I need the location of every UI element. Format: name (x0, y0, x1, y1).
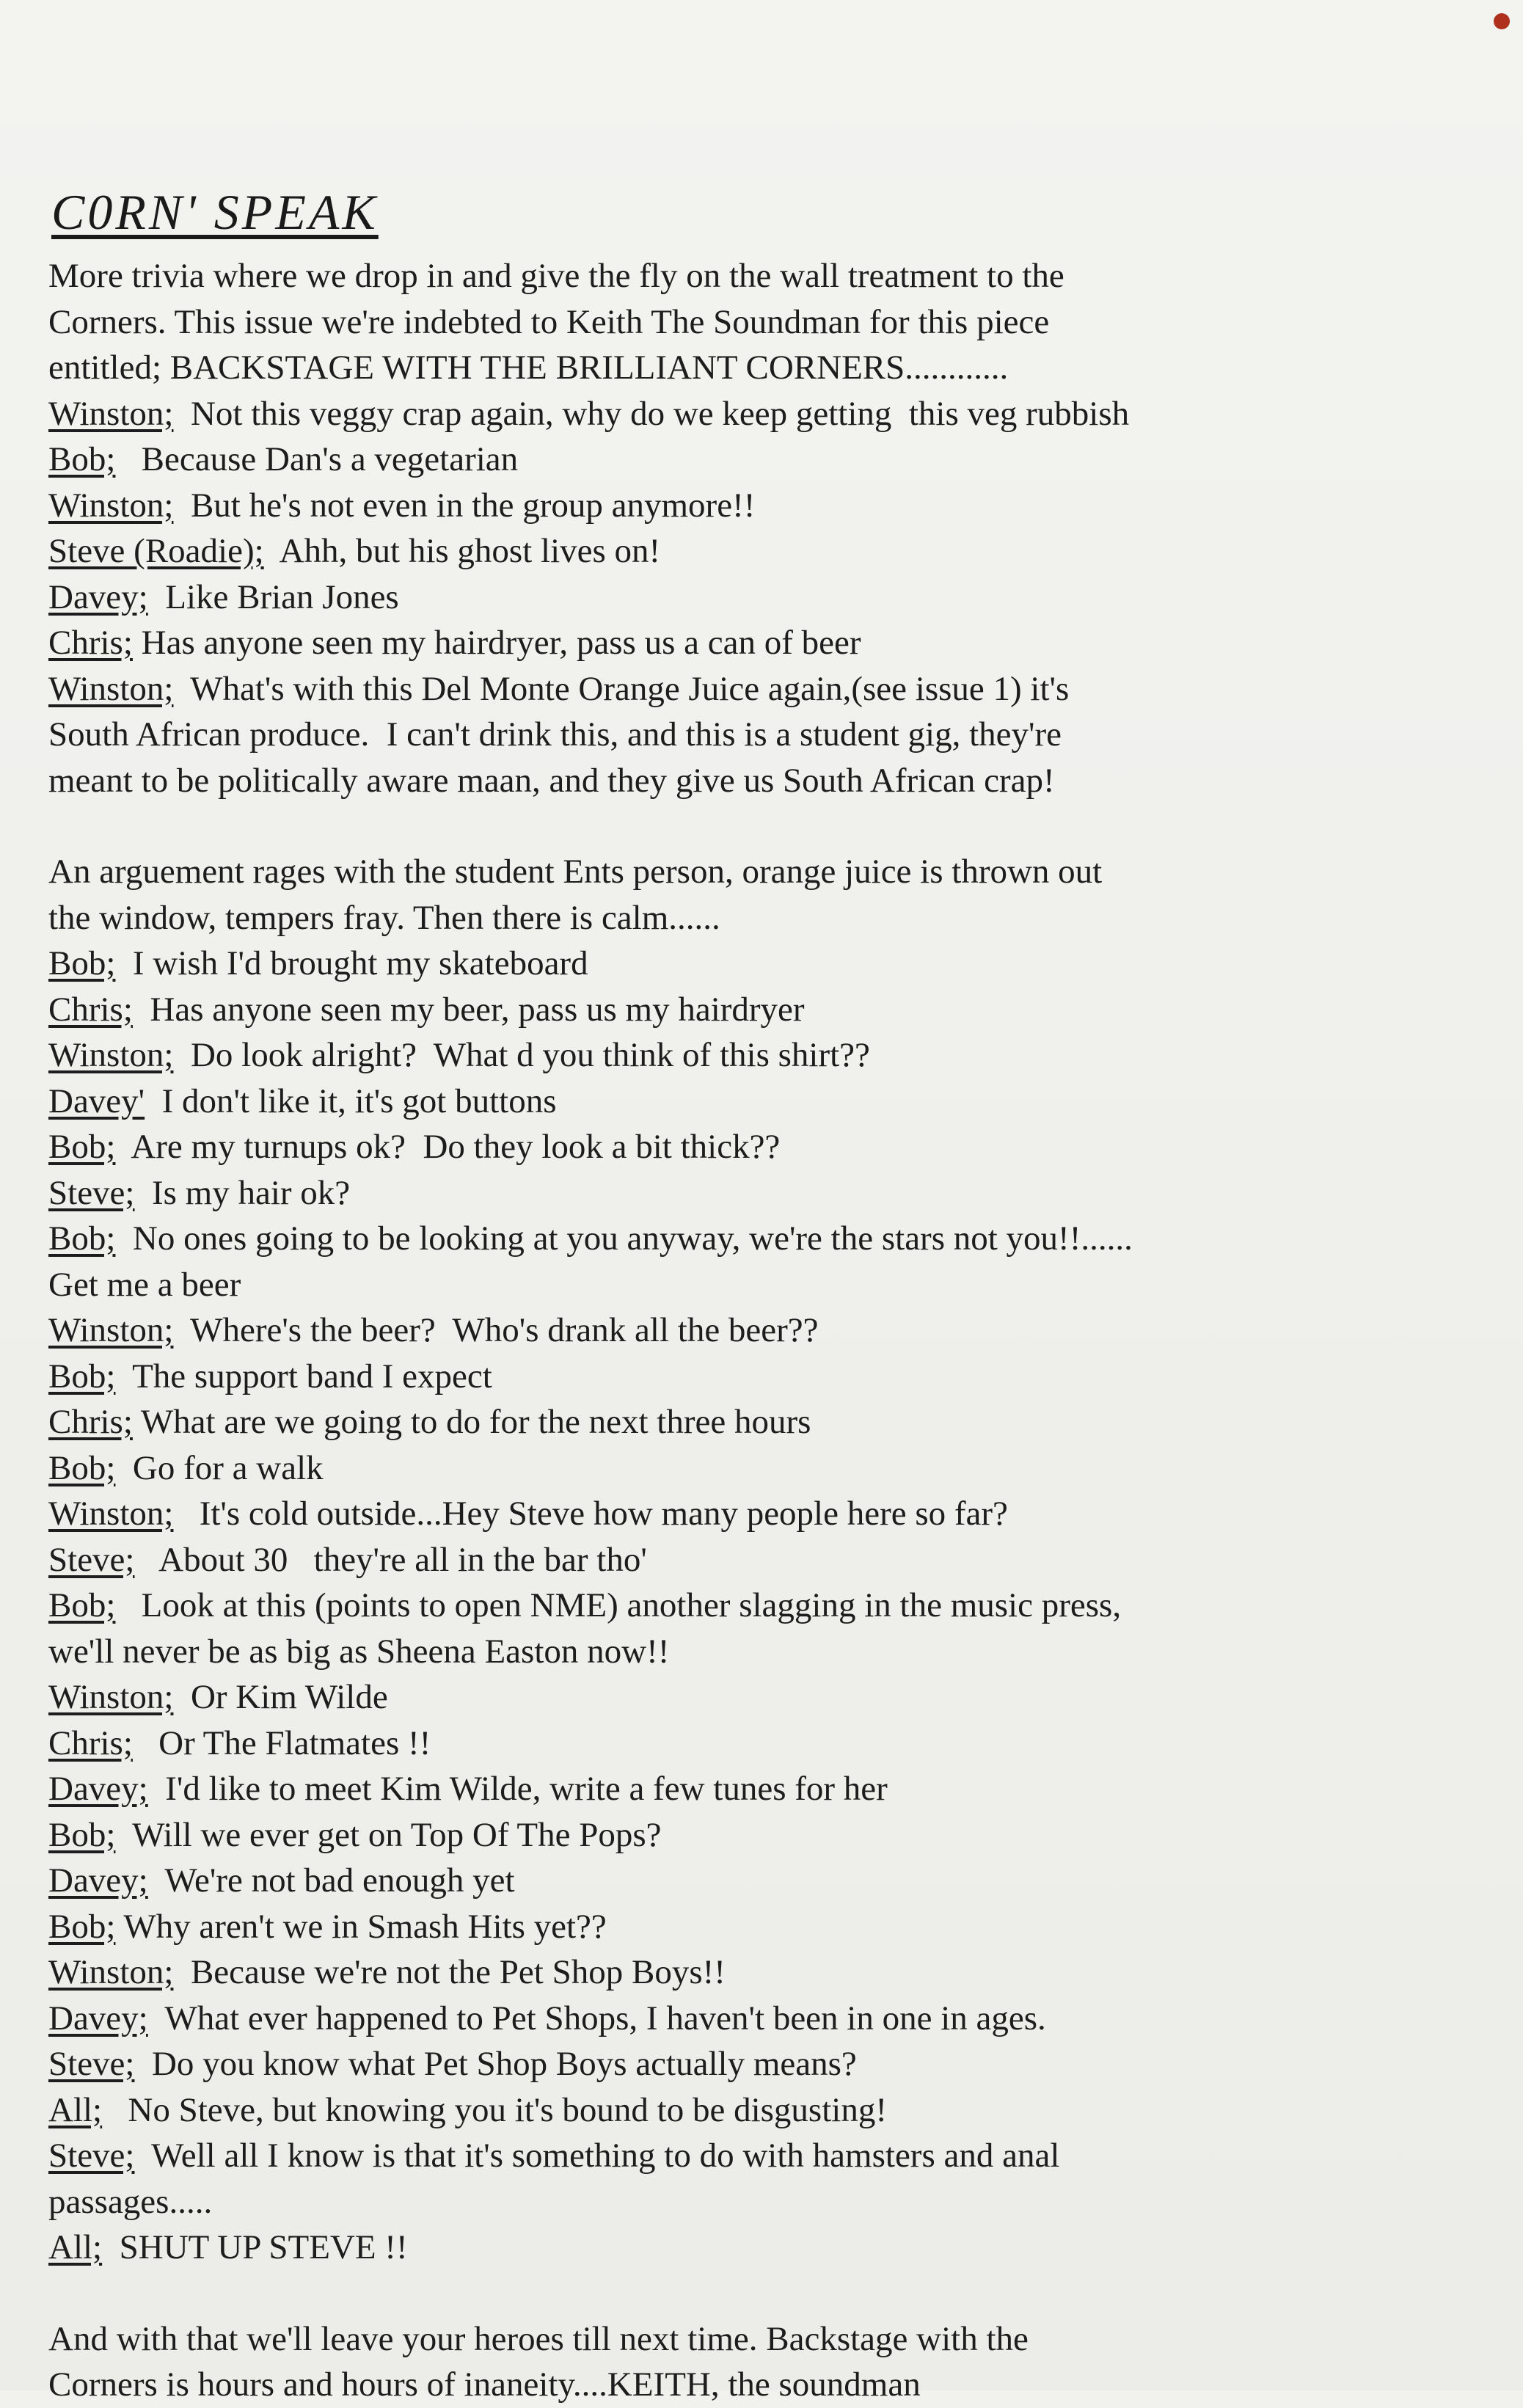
speaker-name: Winston; (48, 1036, 174, 1074)
dialogue-text: No Steve, but knowing you it's bound to be disgusting! (102, 2090, 887, 2129)
dialogue-line (48, 1445, 1511, 1492)
dialogue-line (48, 1949, 1511, 1996)
dialogue-text: What are we going to do for the next three hours (132, 1403, 811, 1441)
dialogue-line (48, 1170, 1511, 1216)
dialogue-line (48, 1766, 1511, 1812)
dialogue-line (48, 1858, 1511, 1904)
dialogue-line (48, 391, 1511, 437)
dialogue-text: Where's the beer? Who's drank all the beer?? (173, 1311, 819, 1349)
article-body (29, 253, 1511, 2408)
dialogue-line (48, 1354, 1511, 1400)
dialogue-line (48, 895, 1511, 941)
ink-dot (1494, 13, 1510, 29)
dialogue-text: Do you know what Pet Shop Boys actually means? (134, 2045, 857, 2083)
dialogue-line (48, 1537, 1511, 1583)
dialogue-text: What's with this Del Monte Orange Juice again,(see issue 1) it's (173, 669, 1070, 708)
dialogue-block-1 (29, 391, 1511, 804)
dialogue-text: But he's not even in the group anymore!! (173, 486, 756, 525)
dialogue-line (48, 437, 1511, 483)
dialogue-text: Will we ever get on Top Of The Pops? (115, 1815, 662, 1854)
speaker-name: Davey; (48, 1861, 148, 1900)
dialogue-text: Has anyone seen my beer, pass us my hairdryer (132, 990, 805, 1029)
dialogue-line (48, 1399, 1511, 1445)
dialogue-line (48, 620, 1511, 666)
dialogue-text: Well all I know is that it's something to do with hamsters and anal (134, 2137, 1060, 2175)
dialogue-text: We're not bad enough yet (147, 1861, 515, 1900)
dialogue-line (48, 712, 1511, 758)
dialogue-text: What ever happened to Pet Shops, I haven't been in one in ages. (147, 1999, 1046, 2037)
text-line (48, 2362, 1511, 2408)
speaker-name: Bob; (48, 440, 116, 478)
dialogue-block-2 (29, 849, 1511, 2271)
dialogue-line (48, 666, 1511, 712)
dialogue-text: Or Kim Wilde (173, 1678, 388, 1716)
text-line (48, 345, 1511, 391)
dialogue-text: Not this veggy crap again, why do we keep getting this veg rubbish (173, 394, 1130, 433)
dialogue-text: Or The Flatmates !! (132, 1723, 431, 1762)
intro-paragraph (29, 253, 1511, 391)
dialogue-line (48, 758, 1511, 804)
speaker-name: Chris; (48, 990, 133, 1029)
dialogue-text: Look at this (points to open NME) another slagging in the music press, (115, 1586, 1122, 1624)
dialogue-line (48, 1904, 1511, 1950)
dialogue-text: I don't like it, it's got buttons (145, 1081, 557, 1120)
dialogue-line (48, 2041, 1511, 2087)
speaker-name: Steve; (48, 2045, 135, 2083)
dialogue-text: Ahh, but his ghost lives on! (263, 532, 661, 570)
speaker-name: Bob; (48, 1907, 116, 1946)
text-line (48, 2316, 1511, 2363)
line-text: Corners. This issue we're indebted to Keith The Soundman for this piece (48, 302, 1050, 341)
speaker-name: Bob; (48, 1586, 116, 1624)
dialogue-line (48, 1491, 1511, 1537)
dialogue-line (48, 2087, 1511, 2134)
speaker-name: Bob; (48, 1219, 116, 1258)
dialogue-text: Why aren't we in Smash Hits yet?? (115, 1907, 607, 1946)
dialogue-text: No ones going to be looking at you anyway, we're the stars not you!!...... (115, 1219, 1133, 1258)
dialogue-text: Do look alright? What d you think of this shirt?? (173, 1036, 870, 1074)
dialogue-line (48, 1124, 1511, 1170)
speaker-name: Steve (Roadie); (48, 532, 264, 570)
dialogue-text: meant to be politically aware maan, and they give us South African crap! (48, 761, 1055, 800)
line-text: Corners is hours and hours of inaneity....KEITH, the soundman (48, 2365, 921, 2404)
dialogue-text: South African produce. I can't drink this, and this is a student gig, they're (48, 715, 1062, 754)
dialogue-line (48, 483, 1511, 529)
dialogue-line (48, 1079, 1511, 1125)
dialogue-line (48, 1032, 1511, 1079)
dialogue-line (48, 987, 1511, 1033)
speaker-name: Winston; (48, 1678, 174, 1716)
dialogue-line (48, 1996, 1511, 2042)
dialogue-line (48, 528, 1511, 574)
speaker-name: Davey; (48, 577, 148, 616)
speaker-name: Winston; (48, 1495, 174, 1533)
dialogue-text: I wish I'd brought my skateboard (115, 944, 588, 982)
dialogue-text: Because we're not the Pet Shop Boys!! (173, 1953, 726, 1991)
dialogue-line (48, 1216, 1511, 1262)
speaker-name: Davey; (48, 1770, 148, 1808)
speaker-name: Bob; (48, 944, 116, 982)
dialogue-text: Like Brian Jones (147, 577, 399, 616)
dialogue-line (48, 1307, 1511, 1354)
dialogue-line (48, 1721, 1511, 1767)
outro-paragraph (29, 2316, 1511, 2408)
dialogue-text: Are my turnups ok? Do they look a bit thick?? (115, 1128, 781, 1166)
dialogue-text: An arguement rages with the student Ents person, orange juice is thrown out (48, 853, 1103, 891)
line-text: More trivia where we drop in and give the fly on the wall treatment to the (48, 257, 1064, 295)
dialogue-line (48, 2179, 1511, 2225)
dialogue-text: Is my hair ok? (134, 1173, 351, 1212)
speaker-name: Winston; (48, 1953, 174, 1991)
speaker-name: Winston; (48, 1311, 174, 1349)
dialogue-text: I'd like to meet Kim Wilde, write a few tunes for her (147, 1770, 888, 1808)
speaker-name: Bob; (48, 1357, 116, 1395)
dialogue-line (48, 849, 1511, 895)
speaker-name: All; (48, 2228, 103, 2266)
speaker-name: Davey; (48, 1999, 148, 2037)
dialogue-text: we'll never be as big as Sheena Easton now!! (48, 1632, 670, 1671)
speaker-name: All; (48, 2090, 103, 2129)
dialogue-text: Get me a beer (48, 1265, 241, 1304)
dialogue-line (48, 2133, 1511, 2179)
speaker-name: Chris; (48, 1403, 133, 1441)
dialogue-line (48, 1583, 1511, 1629)
line-text: And with that we'll leave your heroes till next time. Backstage with the (48, 2319, 1029, 2358)
text-line (48, 299, 1511, 346)
line-text: entitled; BACKSTAGE WITH THE BRILLIANT CORNERS............ (48, 349, 1009, 387)
speaker-name: Chris; (48, 1723, 133, 1762)
speaker-name: Steve; (48, 2137, 135, 2175)
speaker-name: Davey' (48, 1081, 145, 1120)
dialogue-text: Because Dan's a vegetarian (115, 440, 519, 478)
speaker-name: Steve; (48, 1540, 135, 1579)
speaker-name: Winston; (48, 394, 174, 433)
dialogue-line (48, 1812, 1511, 1858)
dialogue-text: Go for a walk (115, 1448, 324, 1487)
speaker-name: Winston; (48, 669, 174, 708)
dialogue-text: SHUT UP STEVE !! (102, 2228, 408, 2266)
text-line (48, 253, 1511, 299)
speaker-name: Bob; (48, 1128, 116, 1166)
dialogue-line (48, 574, 1511, 621)
dialogue-text: The support band I expect (115, 1357, 492, 1395)
speaker-name: Steve; (48, 1173, 135, 1212)
speaker-name: Winston; (48, 486, 174, 525)
speaker-name: Bob; (48, 1815, 116, 1854)
dialogue-line (48, 941, 1511, 987)
speaker-name: Bob; (48, 1448, 116, 1487)
dialogue-text: the window, tempers fray. Then there is calm...... (48, 898, 720, 937)
dialogue-text: Has anyone seen my hairdryer, pass us a can of beer (132, 624, 861, 662)
dialogue-text: About 30 they're all in the bar tho' (134, 1540, 647, 1579)
speaker-name: Chris; (48, 624, 133, 662)
dialogue-line (48, 2225, 1511, 2271)
dialogue-line (48, 1262, 1511, 1308)
dialogue-text: passages..... (48, 2182, 213, 2221)
dialogue-text: It's cold outside...Hey Steve how many people here so far? (173, 1495, 1008, 1533)
dialogue-line (48, 1674, 1511, 1721)
dialogue-line (48, 1629, 1511, 1675)
page-title: C0RN' SPEAK (51, 184, 379, 240)
